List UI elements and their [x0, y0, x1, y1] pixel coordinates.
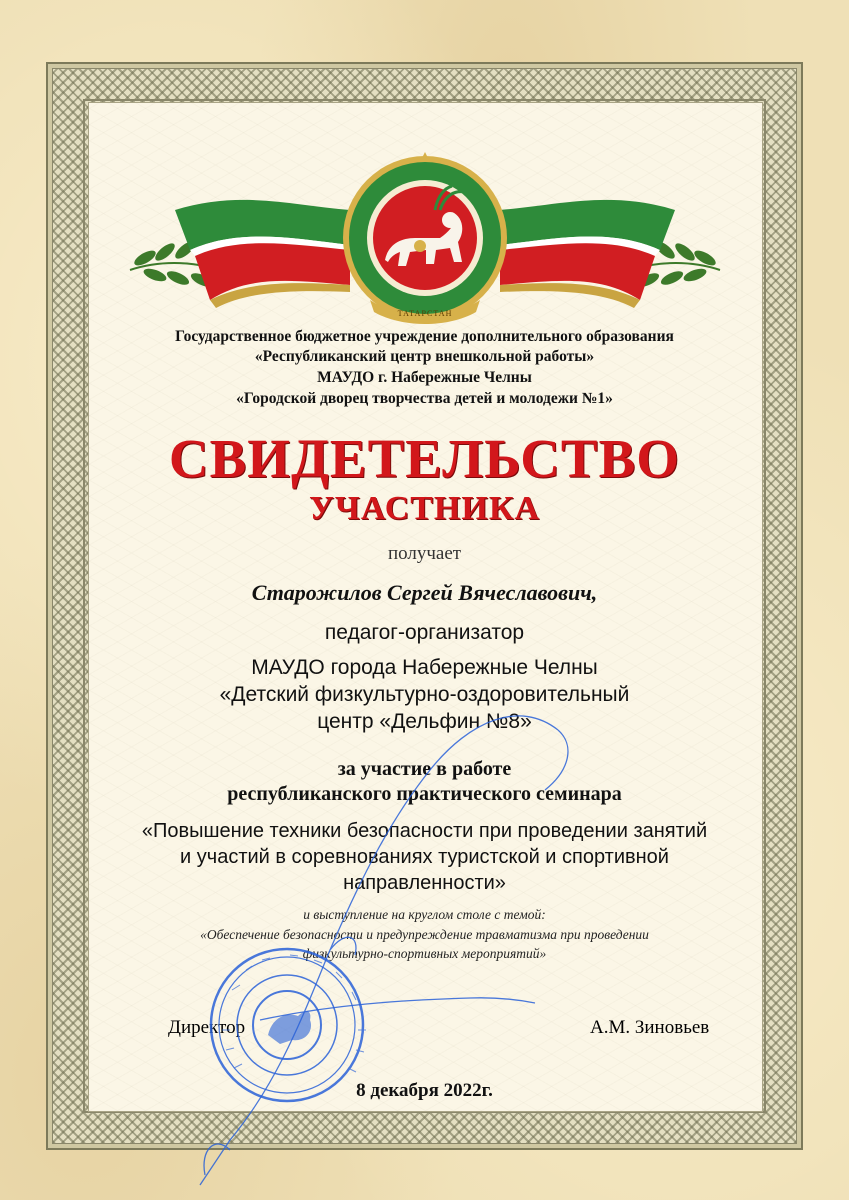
- roundtable-line: «Обеспечение безопасности и предупреждение травматизма при проведении: [200, 927, 649, 942]
- recipient-name: Старожилов Сергей Вячеславович,: [251, 580, 598, 605]
- seminar-title: направленности»: [343, 872, 506, 894]
- recipient-organization: центр «Дельфин №8»: [317, 710, 532, 733]
- tatarstan-emblem: [120, 150, 730, 330]
- signature-role: Директор: [168, 1017, 246, 1038]
- roundtable-line: и выступление на круглом столе с темой:: [303, 907, 546, 922]
- organization-line: «Республиканский центр внешкольной работы»: [254, 348, 595, 365]
- organization-line: «Городской дворец творчества детей и молодежи №1»: [236, 390, 613, 407]
- signature-name: А.М. Зиновьев: [590, 1017, 710, 1038]
- seminar-title: «Повышение техники безопасности при проведении занятий: [141, 820, 708, 842]
- organization-line: МАУДО г. Набережные Челны: [317, 369, 532, 386]
- recipient-organization: «Детский физкультурно-оздоровительный: [219, 683, 630, 706]
- emblem-ribbon-text: ТАТАРСТАН: [397, 309, 453, 318]
- recipient-organization: МАУДО города Набережные Челны: [251, 656, 598, 679]
- seminar-title: и участий в соревнованиях туристской и спортивной: [180, 846, 669, 868]
- certificate-subtitle: УЧАСТНИКА: [308, 490, 541, 527]
- reason-line: республиканского практического семинара: [227, 783, 622, 805]
- coat-of-arms-icon: [343, 152, 507, 324]
- recipient-position: педагог-организатор: [324, 621, 525, 644]
- organization-line: Государственное бюджетное учреждение дополнительного образования: [175, 328, 674, 345]
- receives-label: получает: [387, 543, 462, 564]
- certificate-title: СВИДЕТЕЛЬСТВО: [168, 428, 681, 489]
- roundtable-line: физкультурно-спортивных мероприятий»: [302, 946, 547, 961]
- issue-date: 8 декабря 2022г.: [356, 1080, 493, 1101]
- reason-line: за участие в работе: [337, 758, 512, 780]
